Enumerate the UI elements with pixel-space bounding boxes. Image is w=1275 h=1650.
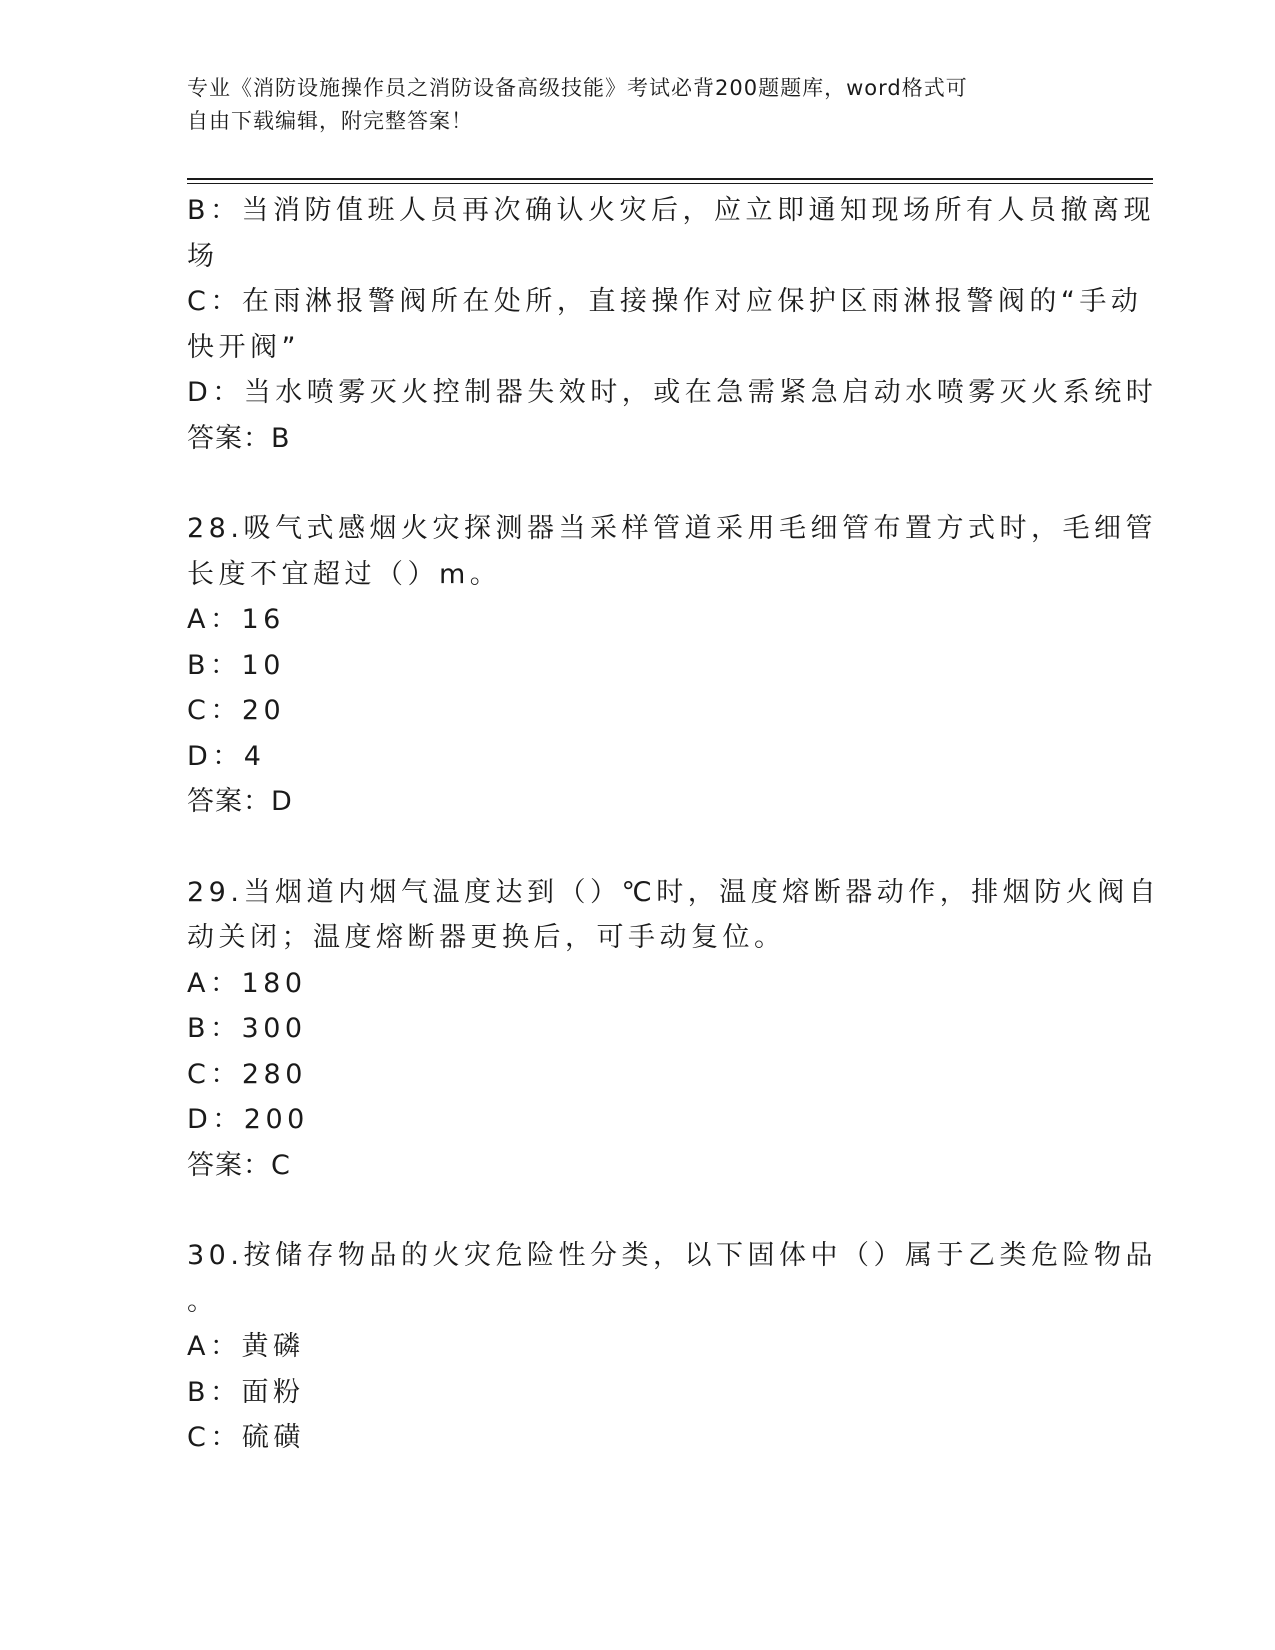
q29-stem-line-2: 动关闭；温度熔断器更换后，可手动复位。 (187, 922, 786, 953)
q27-answer: 答案：B (187, 422, 291, 454)
q30-stem-line-1: 30.按储存物品的火灾危险性分类，以下固体中（）属于乙类危险物品 (187, 1240, 1157, 1271)
q30-option-b: B：面粉 (187, 1376, 305, 1408)
q28-stem-line-1: 28.吸气式感烟火灾探测器当采样管道采用毛细管布置方式时，毛细管 (187, 513, 1157, 544)
q28-option-c: C：20 (187, 695, 286, 726)
q28-stem-line-2: 长度不宜超过（）m。 (187, 558, 502, 590)
q29-answer: 答案：C (187, 1149, 291, 1181)
q29-stem-line-1: 29.当烟道内烟气温度达到（）℃时，温度熔断器动作，排烟防火阀自 (187, 876, 1161, 908)
q27-option-b-line-1: B：当消防值班人员再次确认火灾后，应立即通知现场所有人员撤离现 (187, 195, 1156, 226)
q29-option-d: D：200 (187, 1104, 309, 1135)
document-body (187, 188, 1161, 1461)
q30-option-a: A：黄磷 (187, 1331, 305, 1362)
q30-option-c: C：硫磺 (187, 1422, 305, 1453)
q28-answer: 答案：D (187, 786, 293, 817)
q27-option-d: D：当水喷雾灭火控制器失效时，或在急需紧急启动水喷雾灭火系统时 (187, 377, 1158, 408)
q28-option-a: A：16 (187, 604, 285, 635)
question-30 (187, 1233, 1157, 1461)
q27-option-c-line-1: C：在雨淋报警阀所在处所，直接操作对应保护区雨淋报警阀的“手动 (187, 286, 1143, 317)
spacer (187, 825, 1073, 870)
q30-stem-line-2: 。 (187, 1285, 219, 1317)
q28-option-b: B：10 (187, 649, 285, 681)
header-title-line-2: 自由下载编辑，附完整答案！ (187, 109, 473, 133)
page-header (187, 72, 1067, 138)
spacer (187, 1188, 1073, 1233)
q28-option-d: D：4 (187, 740, 266, 772)
q29-option-b: B：300 (187, 1013, 307, 1044)
q27-option-b-line-2: 场 (187, 240, 219, 272)
header-title-line-1: 专业《消防设施操作员之消防设备高级技能》考试必背200题题库，word格式可 (187, 76, 968, 100)
spacer (187, 461, 1073, 506)
q27-option-c-line-2: 快开阀” (187, 331, 300, 363)
question-29 (187, 870, 1161, 1189)
question-27-continued (187, 188, 1158, 461)
question-28 (187, 506, 1157, 825)
q29-option-c: C：280 (187, 1058, 307, 1090)
q29-option-a: A：180 (187, 967, 307, 999)
header-divider (187, 178, 1153, 184)
